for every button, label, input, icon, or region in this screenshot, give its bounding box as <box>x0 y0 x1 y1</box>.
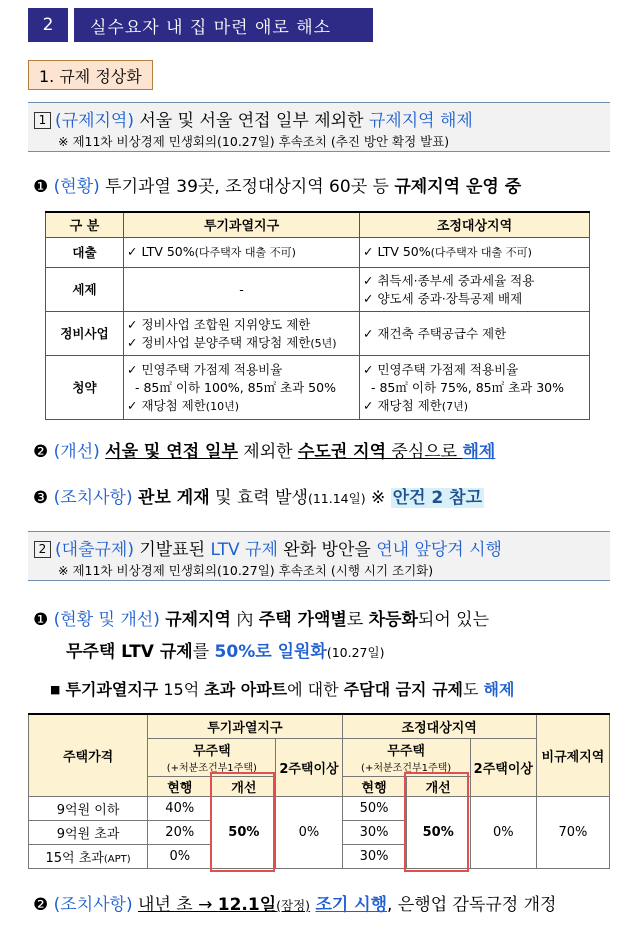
table-header: 비규제지역 <box>536 714 609 796</box>
section-title: 실수요자 내 집 마련 애로 해소 <box>74 8 373 42</box>
table-row: 대출 ✓ LTV 50%(다주택자 대출 不可) ✓ LTV 50%(다주택자 대출 不可) <box>46 237 590 267</box>
topic-note: ※ 제11차 비상경제 민생회의(10.27일) 후속조치 (추진 방안 확정 발표) <box>58 134 450 149</box>
table-header: 구 분 <box>46 212 124 237</box>
topic-keyword: 규제지역 <box>61 111 128 131</box>
ltv-line-1: ❶ (현황 및 개선) 규제지역 內 주택 가액별로 차등화되어 있는 <box>33 610 489 630</box>
section-number: 2 <box>28 8 68 42</box>
table-header: 투기과열지구 <box>148 714 342 738</box>
ltv-table: 주택가격 투기과열지구 조정대상지역 비규제지역 무주택 (+처분조건부1주택) 2주택이상 무주택 (+처분조건부1주택) 2주택이상 현행 개선 현행 개선 9억원 이하 40% 50% 0% 50% 50% 0% 70% 9억원 초과 20% 30% 15억 초과(APT) 0% 30% <box>28 713 610 869</box>
table-row: 9억원 초과 20% 30% <box>29 820 610 844</box>
topic-keyword: 대출규제 <box>61 540 128 560</box>
topic-keyword-2: 규제지역 해제 <box>368 111 473 131</box>
schedule-line: ❷ (조치사항) 내년 초 → 12.1일(잠정) 조기 시행, 은행업 감독규정 개정 <box>33 895 557 915</box>
regulation-table <box>45 211 590 420</box>
table-row: 세제 - ✓ 취득세·종부세 중과세율 적용 ✓ 양도세 중과·장특공제 배제 <box>46 267 590 311</box>
section-header <box>28 8 373 42</box>
table-header: 조정대상지역 <box>342 714 536 738</box>
highlight-box <box>210 772 275 872</box>
apt-line: ■ 투기과열지구 15억 초과 아파트에 대한 주담대 금지 규제도 해제 <box>50 680 515 699</box>
table-row: 15억 초과(APT) 0% 30% <box>29 844 610 868</box>
table-header: 투기과열지구 <box>124 212 360 237</box>
reference-badge: 안건 2 참고 <box>392 488 482 508</box>
table-header: 주택가격 <box>29 714 148 796</box>
ltv-line-2: 무주택 LTV 규제를 50%로 일원화(10.27일) <box>66 642 385 662</box>
status-line: ❶ (현황) 투기과열 39곳, 조정대상지역 60곳 등 규제지역 운영 중 <box>33 177 522 197</box>
highlight-box <box>404 772 469 872</box>
improvement-line: ❷ (개선) 서울 및 연접 일부 제외한 수도권 지역 중심으로 해제 <box>33 442 496 462</box>
table-row: 청약 ✓ 민영주택 가점제 적용비율 - 85㎡ 이하 100%, 85㎡ 초과 50% ✓ 재당첨 제한(10년) ✓ 민영주택 가점제 적용비율 - 85㎡ 이하 75%, 85㎡ 초과 30% ✓ 재당첨 제한(7년) <box>46 355 590 419</box>
topic-number: 2 <box>34 541 51 558</box>
topic-number: 1 <box>34 112 51 129</box>
table-row: 정비사업 ✓ 정비사업 조합원 지위양도 제한 ✓ 정비사업 분양주택 재당첨 제한(5년) ✓ 재건축 주택공급수 제한 <box>46 311 590 355</box>
subsection-title: 1. 규제 정상화 <box>28 60 153 90</box>
table-header: 조정대상지역 <box>360 212 590 237</box>
topic-band-2: 2 (대출규제) 기발표된 LTV 규제 완화 방안을 연내 앞당겨 시행 ※ 제11차 비상경제 민생회의(10.27일) 후속조치 (시행 시기 조기화) <box>28 531 610 581</box>
topic-note: ※ 제11차 비상경제 민생회의(10.27일) 후속조치 (시행 시기 조기화) <box>58 563 434 578</box>
action-line: ❸ (조치사항) 관보 게재 및 효력 발생(11.14일) ※ 안건 2 참고 <box>33 488 482 508</box>
table-row: 9억원 이하 40% 50% 0% 50% 50% 0% 70% <box>29 796 610 820</box>
topic-band-1: 1 (규제지역) 서울 및 서울 연접 일부 제외한 규제지역 해제 ※ 제11차 비상경제 민생회의(10.27일) 후속조치 (추진 방안 확정 발표) <box>28 102 610 152</box>
